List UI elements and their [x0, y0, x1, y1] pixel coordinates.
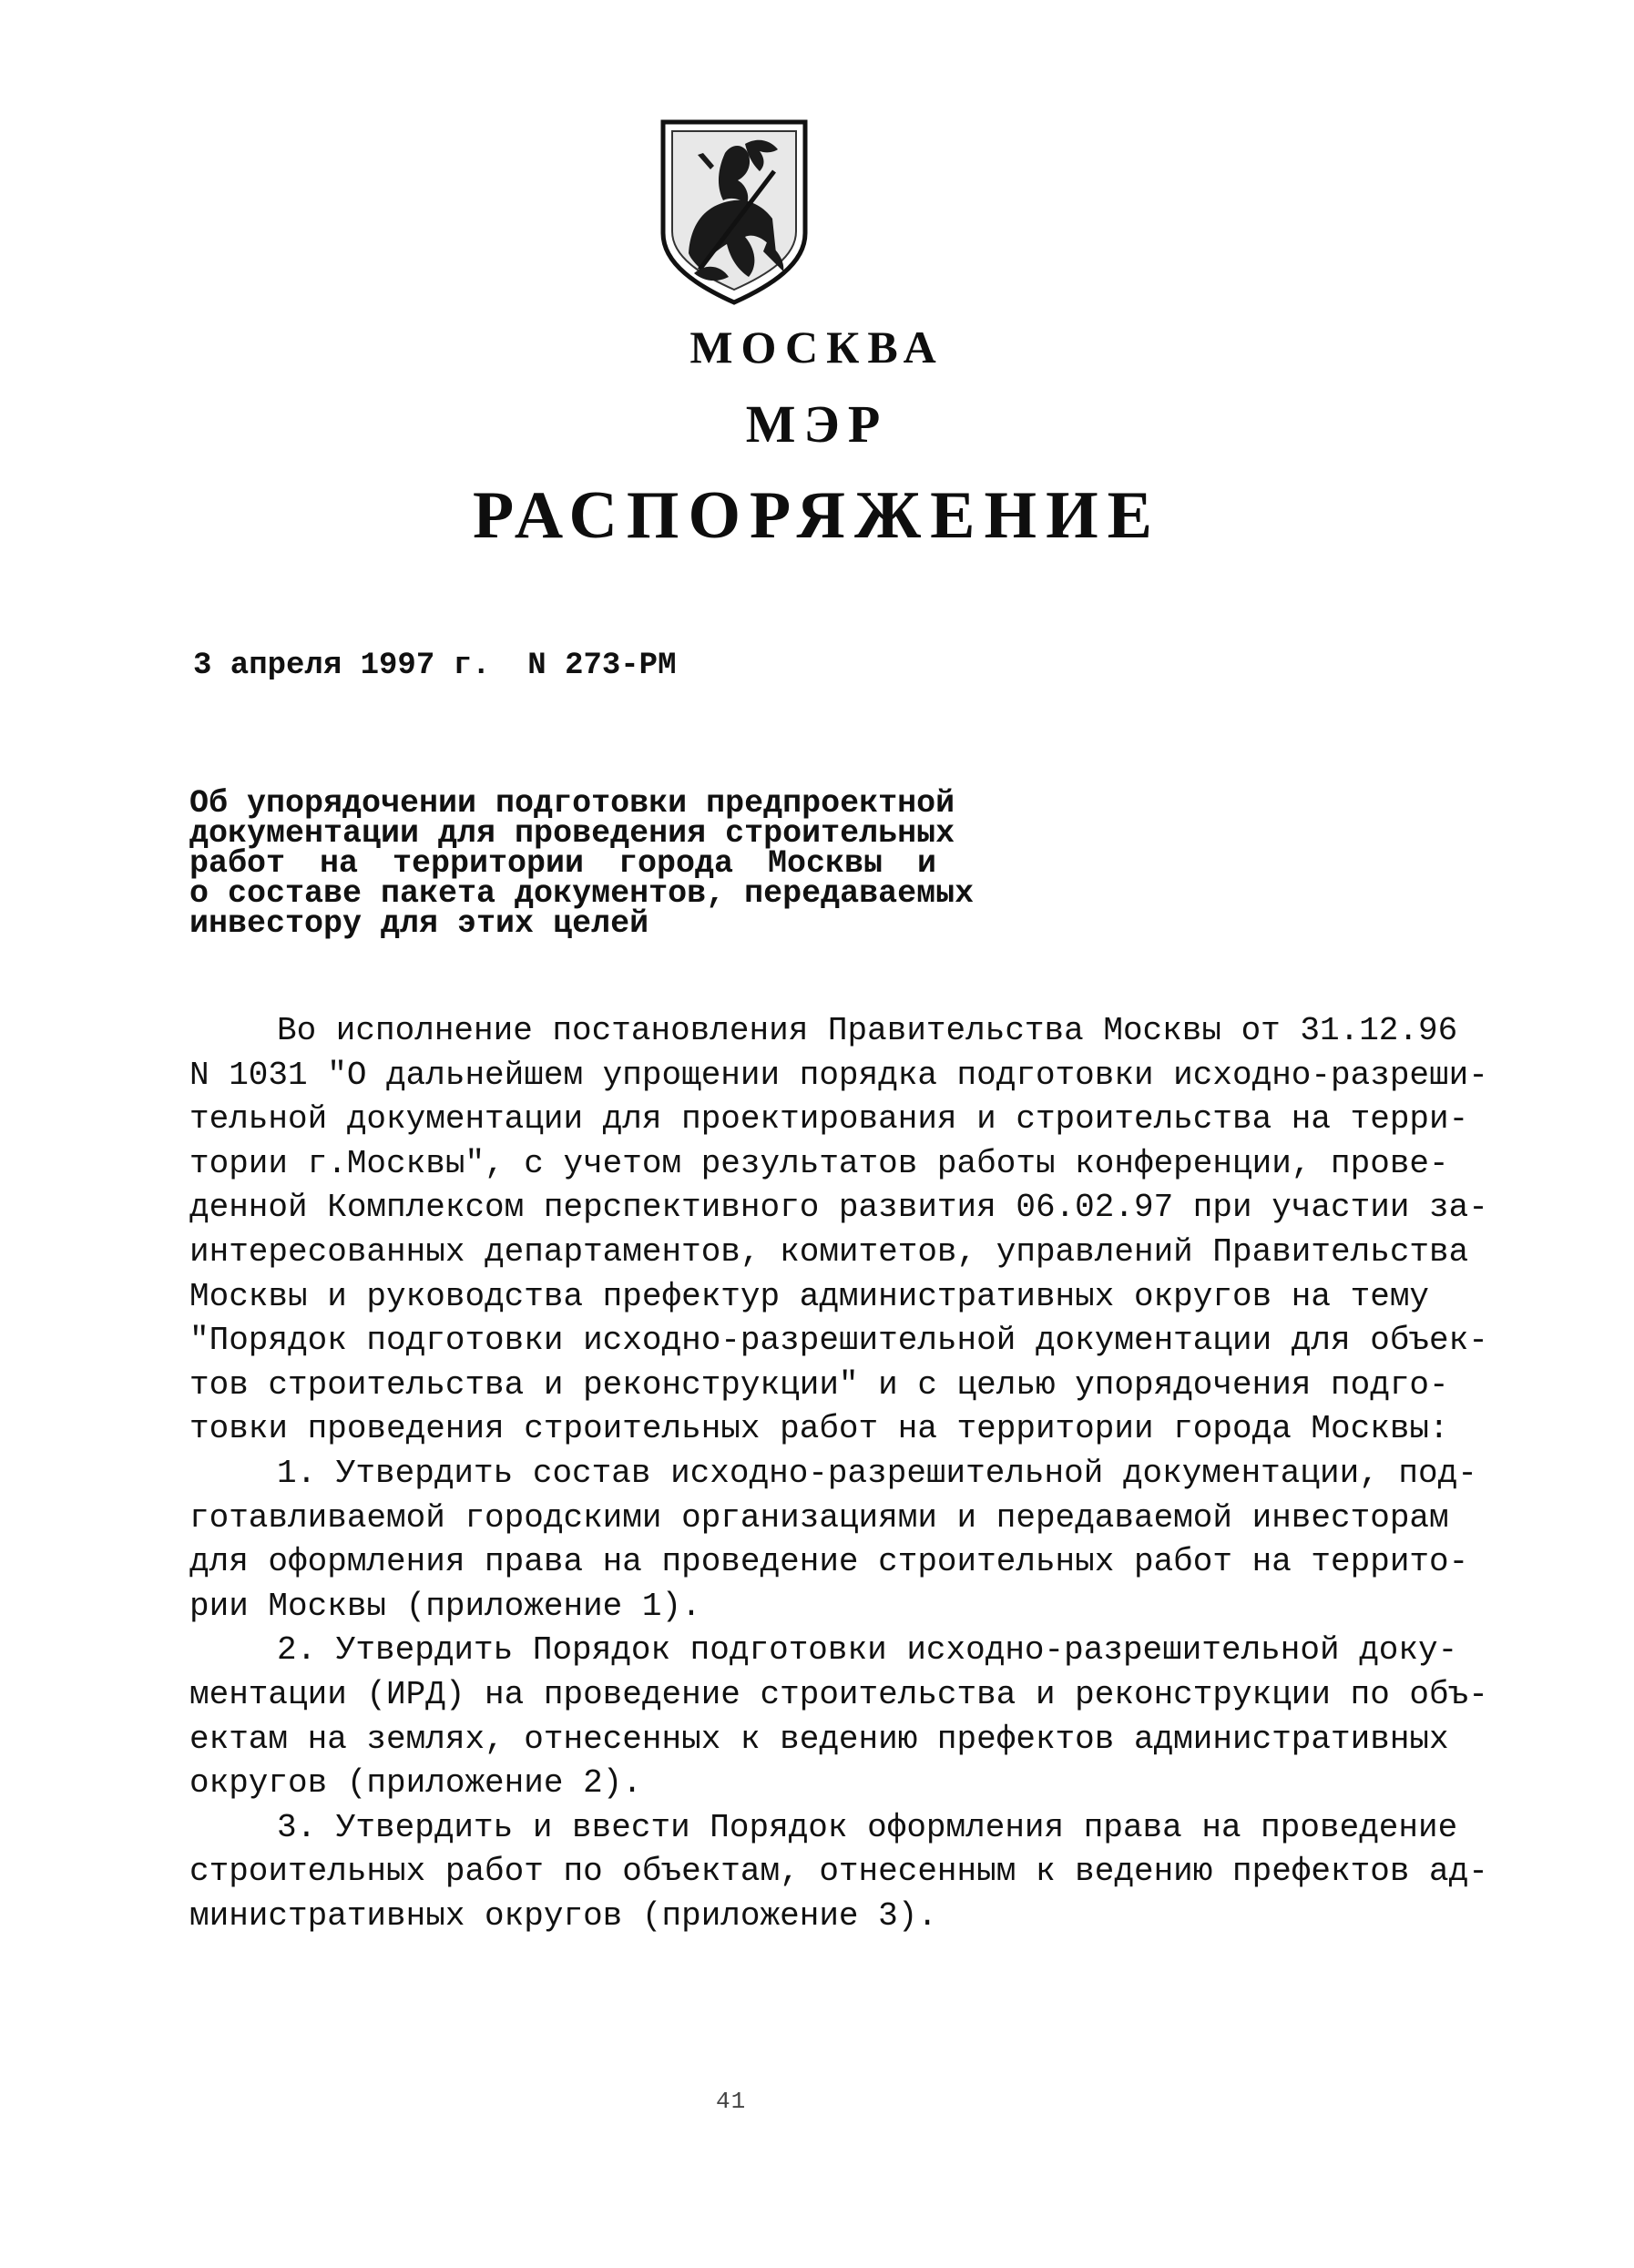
body-line: тельной документации для проектирования и строительства на терри- — [189, 1100, 1469, 1139]
body-line: округов (приложение 2). — [189, 1764, 642, 1803]
body-line: N 1031 "О дальнейшем упрощении порядка подготовки исходно-разреши- — [189, 1056, 1488, 1094]
body-line: рии Москвы (приложение 1). — [189, 1587, 701, 1625]
header-office: МЭР — [745, 394, 889, 454]
body-line: тории г.Москвы", с учетом результатов работы конференции, прове- — [189, 1144, 1449, 1182]
title-line: о составе пакета документов, передаваемых — [189, 875, 975, 912]
document-type-heading: РАСПОРЯЖЕНИЕ — [472, 478, 1161, 553]
title-line: работ на территории города Москвы и — [189, 845, 936, 882]
page-number: 41 — [716, 2088, 747, 2115]
title-line: Об упорядочении подготовки предпроектной — [189, 785, 955, 822]
body-line: 1. Утвердить состав исходно-разрешительной документации, под- — [277, 1454, 1477, 1492]
body-line: тов строительства и реконструкции" и с целью упорядочения подго- — [189, 1365, 1449, 1404]
body-line: 3. Утвердить и ввести Порядок оформления права на проведение — [277, 1808, 1458, 1846]
header-city: МОСКВА — [689, 322, 945, 373]
title-line: инвестору для этих целей — [189, 905, 649, 942]
body-line: Во исполнение постановления Правительства Москвы от 31.12.96 — [277, 1012, 1458, 1049]
body-line: строительных работ по объектам, отнесенным к ведению префектов ад- — [189, 1853, 1488, 1891]
title-line: документации для проведения строительных — [189, 815, 955, 852]
body-line: денной Комплексом перспективного развития 06.02.97 при участии за- — [189, 1189, 1488, 1227]
document-title — [189, 785, 975, 942]
document-body — [189, 1009, 1488, 1938]
body-line: ментации (ИРД) на проведение строительства и реконструкции по объ- — [189, 1675, 1488, 1713]
body-line: Москвы и руководства префектур административных округов на тему — [189, 1277, 1430, 1315]
moscow-coat-of-arms-emblem — [658, 117, 811, 306]
body-line: "Порядок подготовки исходно-разрешительной документации для объек- — [189, 1322, 1488, 1360]
body-line: интересованных департаментов, комитетов, управлений Правительства — [189, 1232, 1469, 1271]
body-line: ектам на землях, отнесенных к ведению префектов административных — [189, 1720, 1449, 1758]
body-line: готавливаемой городскими организациями и передаваемой инвесторам — [189, 1498, 1449, 1537]
body-line: для оформления права на проведение строительных работ на террито- — [189, 1543, 1469, 1581]
body-line: министративных округов (приложение 3). — [189, 1896, 937, 1935]
document-date-number: 3 апреля 1997 г. N 273-РМ — [193, 649, 677, 683]
body-line: товки проведения строительных работ на территории города Москвы: — [189, 1410, 1449, 1448]
body-line: 2. Утвердить Порядок подготовки исходно-разрешительной доку- — [277, 1631, 1458, 1670]
